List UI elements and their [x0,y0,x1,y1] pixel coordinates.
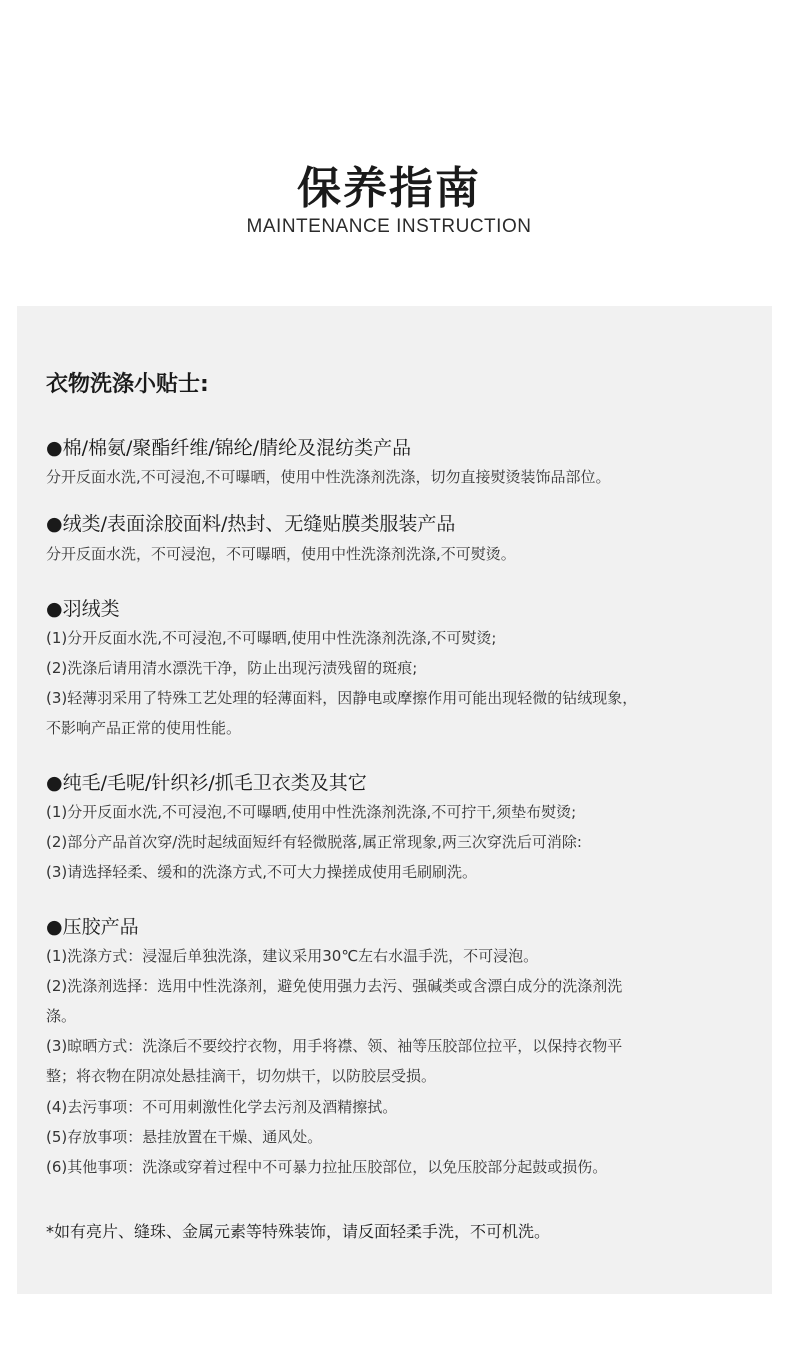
section-line: (6)其他事项：洗涤或穿着过程中不可暴力拉扯压胶部位，以免压胶部分起鼓或损伤。 [46,1158,608,1176]
section-line: (3)轻薄羽采用了特殊工艺处理的轻薄面料，因静电或摩擦作用可能出现轻微的钻绒现象， [46,689,638,707]
section-title-down: ●羽绒类 [46,598,120,620]
section-line: (4)去污事项：不可用刺激性化学去污剂及酒精擦拭。 [46,1098,398,1116]
special-decoration-note: *如有亮片、缝珠、金属元素等特殊装饰，请反面轻柔手洗，不可机洗。 [46,1222,551,1241]
section-line: 分开反面水洗，不可浸泡，不可曝晒，使用中性洗涤剂洗涤,不可熨烫。 [46,545,516,563]
page-title: 保养指南 [297,163,481,214]
section-title-wool: ●纯毛/毛呢/针织衫/抓毛卫衣类及其它 [46,772,367,794]
section-title-cotton: ●棉/棉氨/聚酯纤维/锦纶/腈纶及混纺类产品 [46,437,412,459]
section-title-pressed: ●压胶产品 [46,916,139,938]
section-line: 不影响产品正常的使用性能。 [46,719,242,737]
section-line: (3)请选择轻柔、缓和的洗涤方式,不可大力操搓成使用毛刷刷洗。 [46,863,478,881]
care-tips-heading: 衣物洗涤小贴士: [46,372,209,397]
section-title-coated: ●绒类/表面涂胶面料/热封、无缝贴膜类服装产品 [46,513,456,535]
section-line: (2)洗涤剂选择：选用中性洗涤剂，避免使用强力去污、强碱类或含漂白成分的洗涤剂洗 [46,977,623,995]
section-line: 涤。 [46,1007,77,1025]
section-line: (1)分开反面水洗,不可浸泡,不可曝晒,使用中性洗涤剂洗涤,不可熨烫; [46,629,497,647]
section-line: (3)晾晒方式：洗涤后不要绞拧衣物，用手将襟、领、袖等压胶部位拉平，以保持衣物平 [46,1037,623,1055]
section-line: (1)洗涤方式：浸湿后单独洗涤，建议采用30℃左右水温手洗，不可浸泡。 [46,947,539,965]
section-line: (2)洗涤后请用清水漂洗干净，防止出现污渍残留的斑痕; [46,659,418,677]
section-line: (5)存放事项：悬挂放置在干燥、通风处。 [46,1128,323,1146]
section-line: (2)部分产品首次穿/洗时起绒面短纤有轻微脱落,属正常现象,两三次穿洗后可消除: [46,833,582,851]
section-line: 分开反面水洗,不可浸泡,不可曝晒，使用中性洗涤剂洗涤，切勿直接熨烫装饰品部位。 [46,468,611,486]
section-line: 整；将衣物在阴凉处悬挂滴干，切勿烘干，以防胶层受损。 [46,1067,437,1085]
section-line: (1)分开反面水洗,不可浸泡,不可曝晒,使用中性洗涤剂洗涤,不可拧干,须垫布熨烫; [46,803,577,821]
page-subtitle: MAINTENANCE INSTRUCTION [246,216,532,237]
